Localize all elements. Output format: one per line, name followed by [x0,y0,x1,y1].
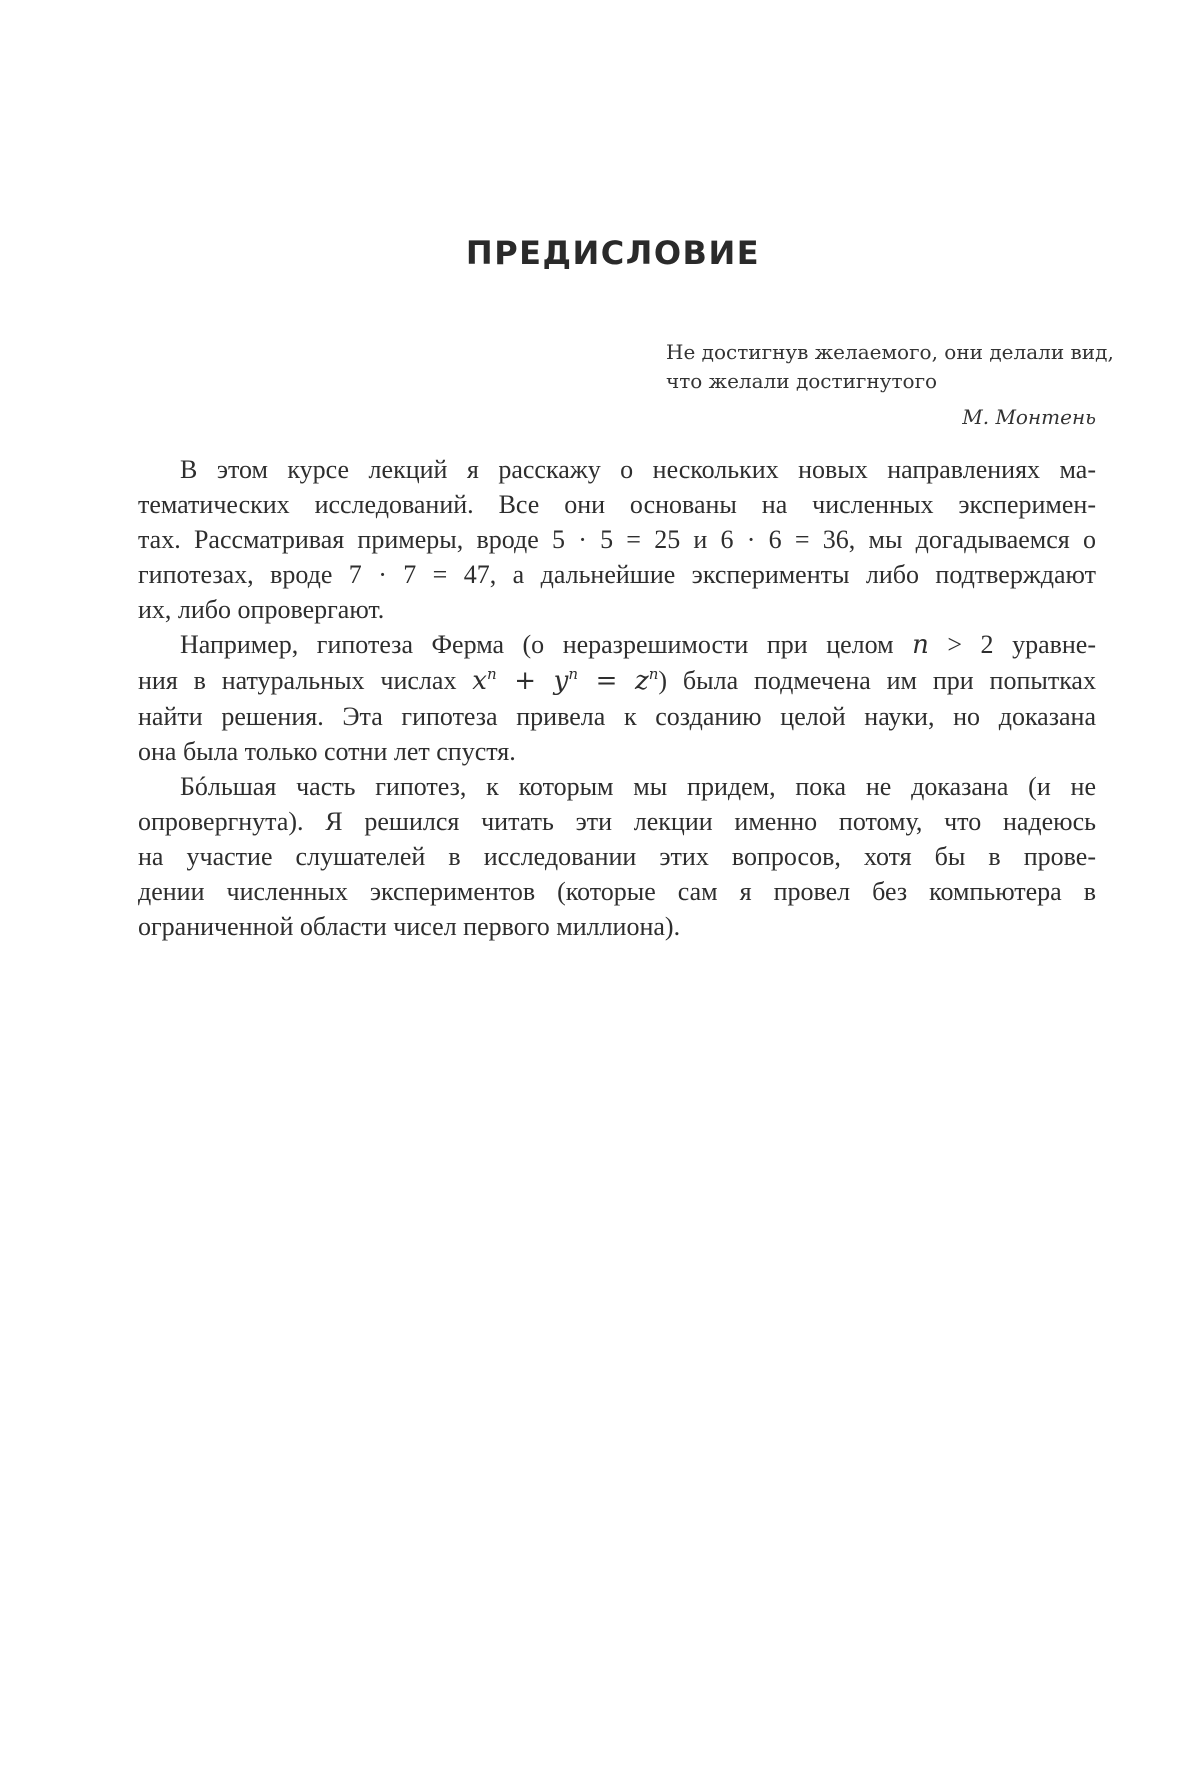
text-line: найти решения. Эта гипотеза привела к созданию целой науки, но доказана [138,699,1096,734]
text-line: тах. Рассматривая примеры, вроде 5 · 5 = 25 и 6 · 6 = 36, мы догадываемся о [138,522,1096,557]
math-variable: z [635,666,649,696]
text-line: дении численных экспериментов (которые сам я провел без компьютера в [138,874,1096,909]
text-line: на участие слушателей в исследовании этих вопросов, хотя бы в прове- [138,839,1096,874]
text-line: Бóльшая часть гипотез, к которым мы придем, пока не доказана (и не [138,769,1096,804]
math-variable: x [472,666,487,696]
math-exponent: n [568,665,578,683]
text-line: тематических исследований. Все они основаны на численных эксперимен- [138,487,1096,522]
text-fragment: ) была подмечена им при попытках [658,666,1096,695]
epigraph [666,338,1096,432]
paragraph-3 [138,769,1096,944]
text-line: гипотезах, вроде 7 · 7 = 47, а дальнейшие эксперименты либо подтверждают [138,557,1096,592]
body-text [138,452,1096,944]
text-line [138,627,1096,663]
text-fragment: ния в натуральных числах [138,666,472,695]
text-line: ограниченной области чисел первого миллиона). [138,909,1096,944]
math-exponent: n [487,665,497,683]
epigraph-line-1: Не достигнув желаемого, они делали вид, [666,338,1096,367]
text-fragment: > 2 уравне- [929,630,1096,659]
page-title: ПРЕДИСЛОВИЕ [0,234,1200,272]
math-exponent: n [649,665,659,683]
epigraph-line-2: что желали достигнутого [666,367,1096,396]
text-line: В этом курсе лекций я расскажу о нескольких новых направлениях ма- [138,452,1096,487]
text-line: их, либо опровергают. [138,592,1096,627]
text-line [138,663,1096,699]
paragraph-2 [138,627,1096,769]
text-line: она была только сотни лет спустя. [138,734,1096,769]
fermat-formula: xn + yn = zn [472,666,658,696]
epigraph-author: М. Монтень [666,403,1096,432]
text-fragment: Например, гипотеза Ферма (о неразрешимости при целом [180,630,912,659]
paragraph-1 [138,452,1096,627]
math-variable: y [554,666,569,696]
page [0,0,1200,1780]
math-variable: n [912,630,929,660]
text-line: опровергнута). Я решился читать эти лекции именно потому, что надеюсь [138,804,1096,839]
